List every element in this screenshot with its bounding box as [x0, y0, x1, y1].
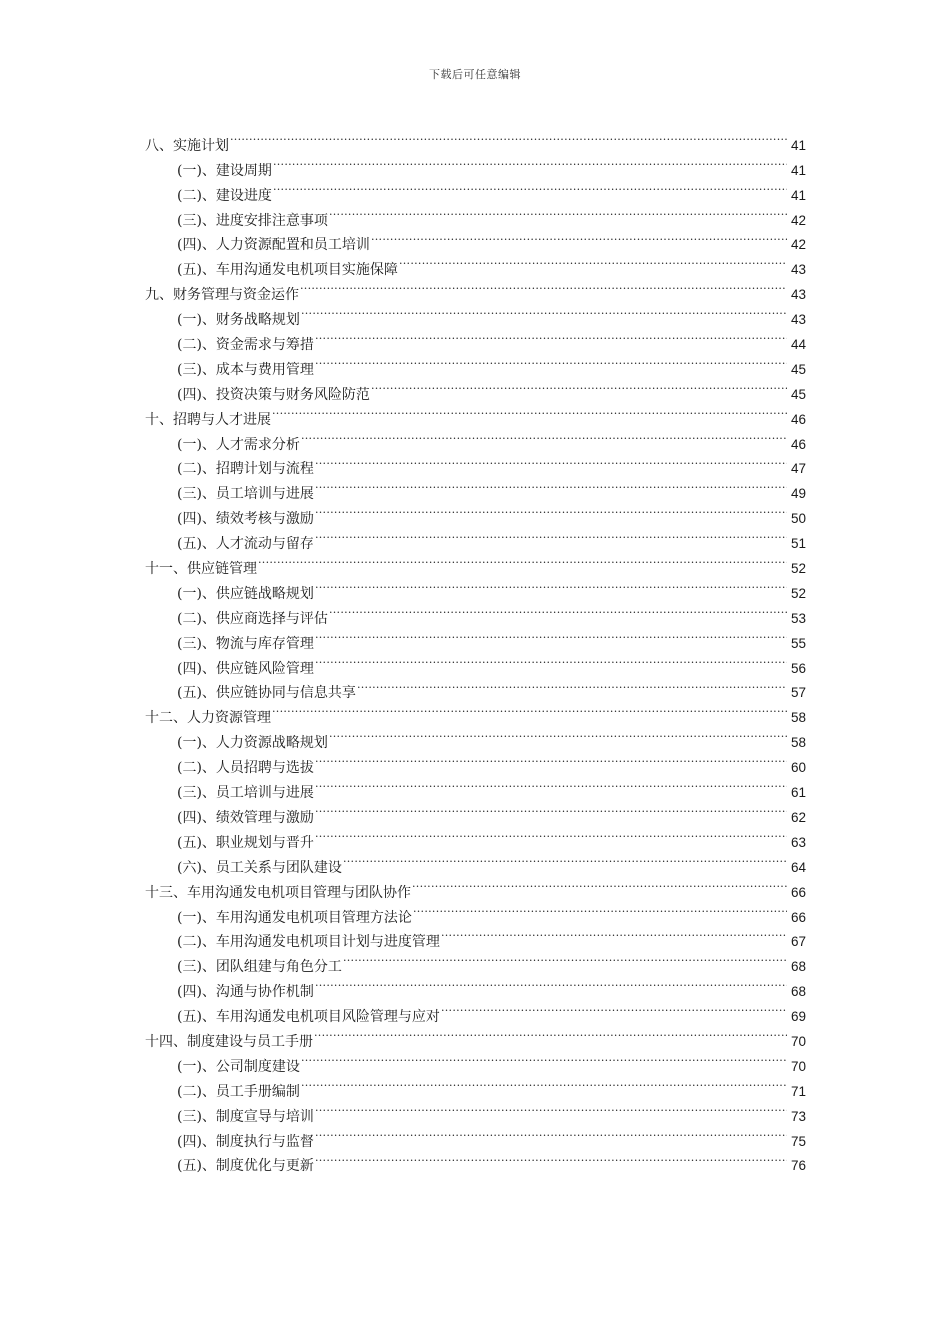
toc-page-number: 51	[790, 536, 806, 552]
toc-entry-title: (一)、人才需求分析	[177, 436, 300, 453]
toc-page-number: 45	[790, 386, 806, 402]
toc-entry-title: (二)、人员招聘与选拔	[177, 760, 314, 777]
toc-page-number: 68	[790, 984, 806, 1000]
toc-entry-title: (三)、制度宣导与培训	[177, 1108, 314, 1125]
toc-page-number: 76	[790, 1158, 806, 1174]
toc-page-number: 70	[790, 1033, 806, 1049]
toc-page-number: 52	[790, 561, 806, 577]
toc-entry-title: (四)、人力资源配置和员工培训	[177, 237, 370, 254]
toc-entry-title: 八、实施计划	[145, 137, 229, 154]
toc-entry-title: (三)、员工培训与进展	[177, 785, 314, 802]
toc-page-number: 69	[790, 1009, 806, 1025]
toc-page-number: 63	[790, 834, 806, 850]
toc-section-entry[interactable]	[145, 150, 806, 179]
toc-dot-leader	[301, 299, 787, 324]
toc-dot-leader	[315, 747, 787, 772]
toc-page-number: 58	[790, 735, 806, 751]
toc-page-number: 75	[790, 1133, 806, 1149]
toc-page-number: 46	[790, 411, 806, 427]
toc-dot-leader	[315, 1121, 787, 1146]
toc-page-number: 47	[790, 461, 806, 477]
toc-entry-title: (四)、投资决策与财务风险防范	[177, 386, 370, 403]
toc-entry-title: (五)、车用沟通发电机项目风险管理与应对	[177, 1009, 440, 1026]
toc-dot-leader	[315, 324, 787, 349]
toc-page-number: 46	[790, 436, 806, 452]
toc-entry-title: (五)、职业规划与晋升	[177, 834, 314, 851]
toc-dot-leader	[412, 872, 787, 897]
toc-entry-title: (三)、进度安排注意事项	[177, 212, 328, 229]
toc-entry-title: (一)、供应链战略规划	[177, 585, 314, 602]
toc-entry-title: (二)、建设进度	[177, 187, 272, 204]
toc-page-number: 41	[790, 137, 806, 153]
toc-page-number: 43	[790, 262, 806, 278]
toc-entry-title: 十三、车用沟通发电机项目管理与团队协作	[145, 884, 411, 901]
toc-dot-leader	[371, 374, 787, 399]
toc-dot-leader	[441, 996, 787, 1021]
toc-page-number: 44	[790, 337, 806, 353]
toc-dot-leader	[258, 548, 787, 573]
toc-entry-title: (四)、沟通与协作机制	[177, 984, 314, 1001]
toc-page-number: 71	[790, 1083, 806, 1099]
toc-page-number: 53	[790, 610, 806, 626]
toc-entry-title: (二)、招聘计划与流程	[177, 461, 314, 478]
toc-chapter-entry[interactable]	[145, 125, 806, 154]
toc-dot-leader	[301, 1071, 787, 1096]
toc-entry-title: (一)、车用沟通发电机项目管理方法论	[177, 909, 412, 926]
toc-entry-title: (二)、资金需求与筹措	[177, 337, 314, 354]
toc-dot-leader	[315, 523, 787, 548]
toc-entry-title: (二)、供应商选择与评估	[177, 610, 328, 627]
toc-page-number: 56	[790, 660, 806, 676]
table-of-contents	[145, 125, 806, 1175]
toc-entry-title: (三)、团队组建与角色分工	[177, 959, 342, 976]
toc-page-number: 49	[790, 486, 806, 502]
toc-entry-title: (三)、员工培训与进展	[177, 486, 314, 503]
toc-page-number: 50	[790, 511, 806, 527]
toc-dot-leader	[315, 449, 787, 474]
toc-entry-title: (五)、人才流动与留存	[177, 536, 314, 553]
toc-dot-leader	[300, 274, 787, 299]
toc-dot-leader	[315, 573, 787, 598]
toc-dot-leader	[272, 399, 787, 424]
toc-page-number: 73	[790, 1108, 806, 1124]
toc-dot-leader	[272, 697, 787, 722]
toc-dot-leader	[315, 822, 787, 847]
toc-page-number: 68	[790, 959, 806, 975]
toc-dot-leader	[343, 847, 787, 872]
toc-dot-leader	[314, 1021, 787, 1046]
toc-entry-title: (四)、绩效管理与激励	[177, 809, 314, 826]
toc-dot-leader	[273, 175, 787, 200]
toc-page-number: 42	[790, 237, 806, 253]
toc-dot-leader	[315, 473, 787, 498]
toc-entry-title: (五)、供应链协同与信息共享	[177, 685, 356, 702]
toc-dot-leader	[329, 200, 787, 225]
toc-entry-title: (四)、供应链风险管理	[177, 660, 314, 677]
toc-page-number: 45	[790, 361, 806, 377]
toc-entry-title: (三)、物流与库存管理	[177, 635, 314, 652]
toc-dot-leader	[301, 424, 787, 449]
page-header: 下载后可任意编辑	[429, 68, 521, 81]
toc-dot-leader	[441, 922, 787, 947]
toc-dot-leader	[301, 1046, 787, 1071]
toc-entry-title: (一)、财务战略规划	[177, 312, 300, 329]
toc-dot-leader	[413, 897, 787, 922]
toc-page-number: 58	[790, 710, 806, 726]
toc-entry-title: (二)、车用沟通发电机项目计划与进度管理	[177, 934, 440, 951]
toc-page-number: 62	[790, 809, 806, 825]
toc-dot-leader	[315, 648, 787, 673]
toc-entry-title: 十四、制度建设与员工手册	[145, 1033, 313, 1050]
toc-dot-leader	[315, 349, 787, 374]
toc-page-number: 55	[790, 635, 806, 651]
toc-entry-title: (一)、人力资源战略规划	[177, 735, 328, 752]
toc-entry-title: 九、财务管理与资金运作	[145, 287, 299, 304]
toc-dot-leader	[230, 125, 787, 150]
toc-page-number: 42	[790, 212, 806, 228]
toc-dot-leader	[329, 722, 787, 747]
toc-page-number: 60	[790, 760, 806, 776]
toc-page-number: 64	[790, 859, 806, 875]
toc-dot-leader	[315, 498, 787, 523]
toc-dot-leader	[273, 150, 787, 175]
toc-page-number: 41	[790, 162, 806, 178]
toc-entry-title: 十二、人力资源管理	[145, 710, 271, 727]
toc-page-number: 43	[790, 287, 806, 303]
toc-dot-leader	[315, 772, 787, 797]
toc-dot-leader	[357, 673, 787, 698]
toc-dot-leader	[343, 946, 787, 971]
toc-entry-title: (四)、绩效考核与激励	[177, 511, 314, 528]
toc-dot-leader	[315, 971, 787, 996]
toc-dot-leader	[315, 1096, 787, 1121]
toc-page-number: 57	[790, 685, 806, 701]
toc-page-number: 66	[790, 909, 806, 925]
toc-entry-title: (一)、建设周期	[177, 162, 272, 179]
toc-entry-title: (五)、车用沟通发电机项目实施保障	[177, 262, 398, 279]
toc-page-number: 70	[790, 1058, 806, 1074]
toc-page-number: 52	[790, 585, 806, 601]
toc-page-number: 61	[790, 785, 806, 801]
toc-page-number: 41	[790, 187, 806, 203]
toc-entry-title: (三)、成本与费用管理	[177, 361, 314, 378]
toc-entry-title: (二)、员工手册编制	[177, 1083, 300, 1100]
toc-dot-leader	[399, 249, 787, 274]
toc-dot-leader	[315, 1146, 787, 1171]
toc-dot-leader	[371, 225, 787, 250]
toc-page-number: 66	[790, 884, 806, 900]
toc-entry-title: (一)、公司制度建设	[177, 1058, 300, 1075]
toc-dot-leader	[315, 623, 787, 648]
toc-entry-title: (四)、制度执行与监督	[177, 1133, 314, 1150]
toc-entry-title: 十一、供应链管理	[145, 561, 257, 578]
toc-page-number: 43	[790, 312, 806, 328]
toc-dot-leader	[329, 598, 787, 623]
toc-page-number: 67	[790, 934, 806, 950]
toc-dot-leader	[315, 797, 787, 822]
toc-entry-title: 十、招聘与人才进展	[145, 411, 271, 428]
toc-entry-title: (六)、员工关系与团队建设	[177, 859, 342, 876]
toc-entry-title: (五)、制度优化与更新	[177, 1158, 314, 1175]
